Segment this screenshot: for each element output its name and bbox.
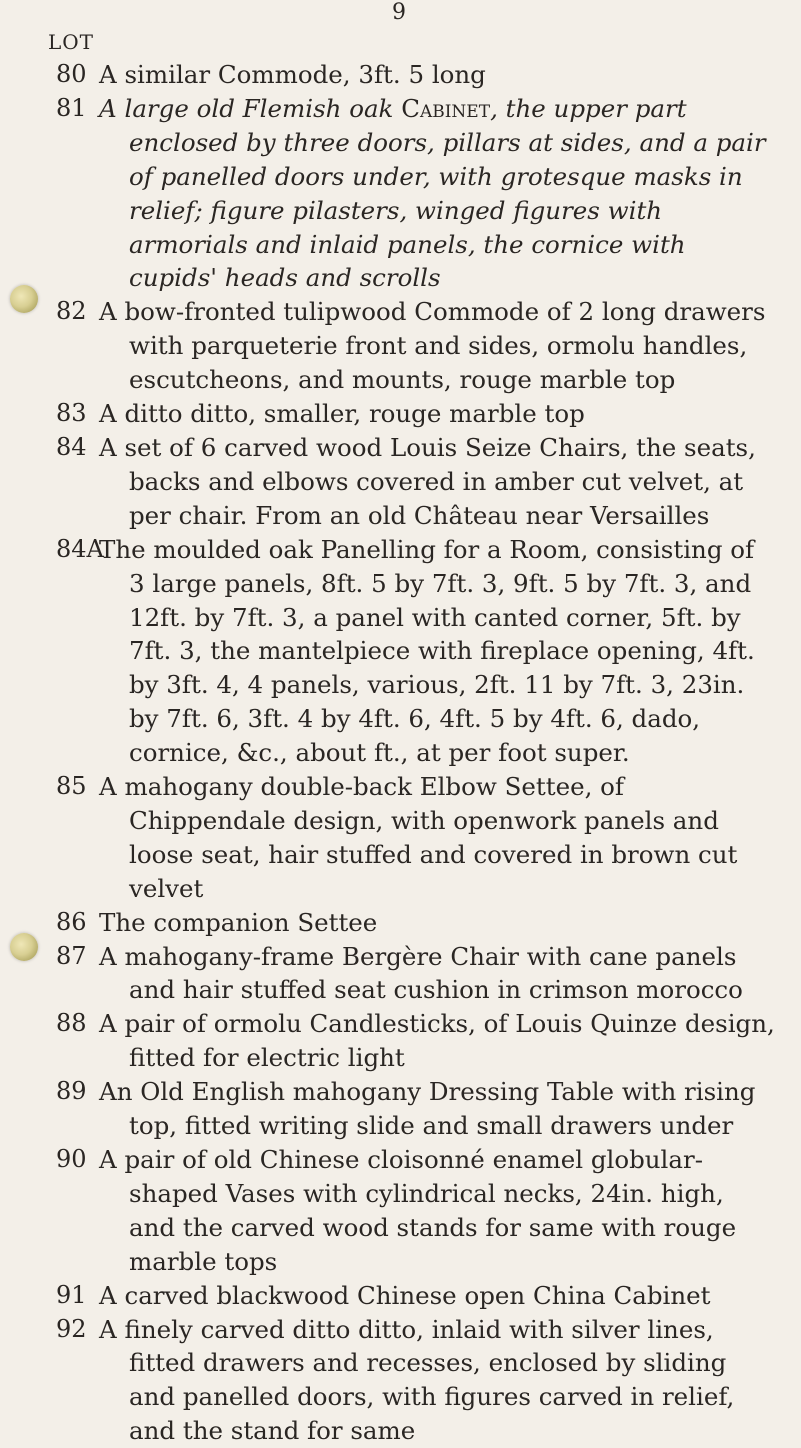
- lot-entry: [0, 1279, 801, 1313]
- lot-entry: [0, 58, 801, 92]
- lot-description: An Old English mahogany Dressing Table with rising top, fitted writing slide and small drawers under: [99, 1077, 756, 1141]
- lot-description: A finely carved ditto ditto, inlaid with silver lines, fitted drawers and recesses, enclosed by sliding and panelled doors, with figures carved in relief, and the stand for same: [99, 1314, 735, 1446]
- lot-description: A mahogany double-back Elbow Settee, of Chippendale design, with openwork panels and loose seat, hair stuffed and covered in brown cut velvet: [99, 772, 738, 903]
- lot-number: 84: [56, 432, 87, 461]
- lot-number: 89: [56, 1077, 87, 1106]
- lot-description: A similar Commode, 3ft. 5 long: [99, 60, 486, 89]
- page-number: 9: [392, 0, 406, 25]
- lot-description: A set of 6 carved wood Louis Seize Chairs, the seats, backs and elbows covered in amber cut velvet, at per chair. From an old Château near Versailles: [99, 432, 756, 530]
- lot-number: 80: [56, 60, 87, 88]
- lot-entry: [0, 397, 801, 431]
- lot-list: [0, 58, 801, 1448]
- lot-entry: [0, 92, 801, 295]
- lot-number: 88: [56, 1009, 87, 1038]
- lot-entry: [0, 770, 801, 906]
- lot-description: A ditto ditto, smaller, rouge marble top: [99, 399, 585, 429]
- lot-description: A carved blackwood Chinese open China Cabinet: [99, 1280, 711, 1310]
- lot-entry: [0, 1075, 801, 1143]
- lot-number: 85: [56, 772, 87, 801]
- lot-column-header: LOT: [48, 30, 95, 54]
- lot-entry: [0, 1007, 801, 1075]
- lot-entry: [0, 431, 801, 533]
- lot-description: A large old Flemish oak: [99, 93, 402, 123]
- lot-number: 87: [56, 941, 87, 970]
- lot-description: A pair of ormolu Candlesticks, of Louis Quinze design, fitted for electric light: [99, 1009, 775, 1073]
- lot-description: A pair of old Chinese cloisonné enamel globular-shaped Vases with cylindrical necks, 24in. high, and the carved wood stands for same with rouge marble tops: [99, 1145, 737, 1276]
- lot-description-italic: , the upper part enclosed by three doors, pillars at sides, and a pair of panelled doors under, with grotesque masks in relief; figure pilasters, winged figures with armorials and inlaid panels, the cornice with cupids' heads and scrolls: [129, 93, 766, 293]
- lot-number: 90: [56, 1145, 87, 1173]
- lot-number: 92: [56, 1314, 87, 1343]
- lot-number: 84A: [56, 534, 104, 563]
- lot-number: 83: [56, 399, 87, 428]
- lot-description-caps: Cabinet: [401, 93, 491, 123]
- lot-entry: [0, 906, 801, 940]
- lot-description: A mahogany-frame Bergère Chair with cane panels and hair stuffed seat cushion in crimson morocco: [99, 941, 743, 1005]
- lot-number: 91: [56, 1280, 87, 1309]
- lot-number: 82: [56, 297, 87, 326]
- lot-entry: [0, 295, 801, 397]
- lot-description: A bow-fronted tulipwood Commode of 2 long drawers with parqueterie front and sides, ormolu handles, escutcheons, and mounts, rouge marble top: [99, 297, 766, 395]
- lot-description: The moulded oak Panelling for a Room, consisting of 3 large panels, 8ft. 5 by 7ft. 3, 9ft. 5 by 7ft. 3, and 12ft. by 7ft. 3, a panel with canted corner, 5ft. by 7ft. 3, the mantelpiece with fireplace opening, 4ft. by 3ft. 4, 4 panels, various, 2ft. 11 by 7ft. 3, 23in. by 7ft. 6, 3ft. 4 by 4ft. 6, 4ft. 5 by 4ft. 6, dado, cornice, &c., about ft., at per foot super.: [99, 534, 755, 768]
- lot-description: The companion Settee: [99, 907, 378, 937]
- lot-entry: [0, 1313, 801, 1448]
- lot-entry: [0, 940, 801, 1008]
- lot-entry: [0, 1143, 801, 1279]
- lot-number: 86: [56, 907, 87, 936]
- lot-entry: [0, 533, 801, 770]
- lot-number: 81: [56, 93, 87, 122]
